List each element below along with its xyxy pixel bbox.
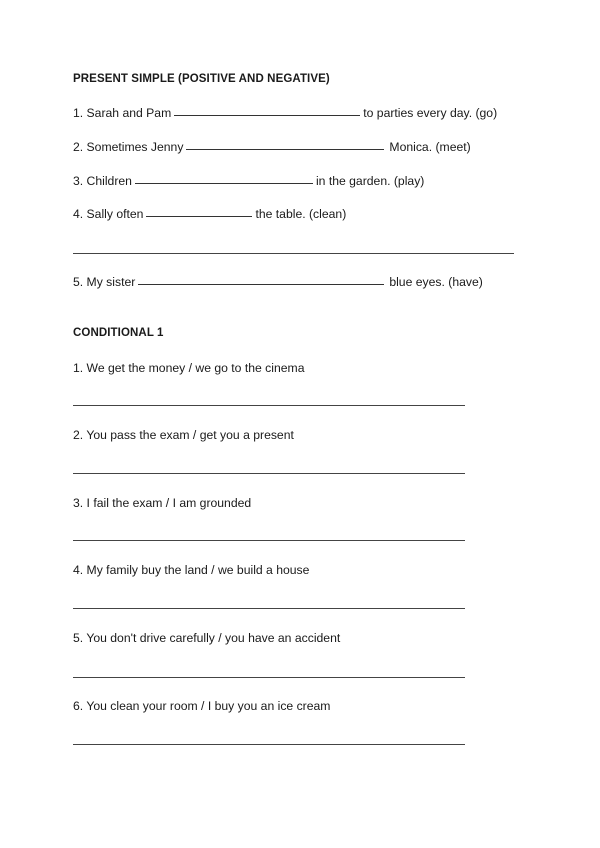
- item-text-after: the table. (clean): [255, 207, 347, 221]
- conditional-prompt-1: 1. We get the money / we go to the cinema: [73, 361, 305, 375]
- item-text-after: in the garden. (play): [315, 174, 425, 188]
- item-text-after: Monica. (meet): [389, 140, 471, 154]
- conditional-prompt-6: 6. You clean your room / I buy you an ice cream: [73, 699, 331, 713]
- item-text-before: 4. Sally often: [73, 207, 144, 221]
- answer-blank[interactable]: [146, 215, 252, 217]
- item-text-before: 3. Children: [73, 174, 132, 188]
- section-title-present-simple: PRESENT SIMPLE (POSITIVE AND NEGATIVE): [73, 73, 330, 85]
- exercise-item-4: [73, 207, 346, 221]
- answer-blank[interactable]: [135, 182, 313, 184]
- answer-blank[interactable]: [138, 283, 384, 285]
- answer-line[interactable]: [73, 677, 465, 678]
- answer-line[interactable]: [73, 253, 514, 254]
- conditional-prompt-2: 2. You pass the exam / get you a present: [73, 428, 294, 442]
- item-text-before: 1. Sarah and Pam: [73, 106, 172, 120]
- exercise-item-3: [73, 174, 424, 188]
- conditional-prompt-4: 4. My family buy the land / we build a house: [73, 563, 310, 577]
- answer-line[interactable]: [73, 540, 465, 541]
- item-text-before: 2. Sometimes Jenny: [73, 140, 184, 154]
- section-title-conditional: CONDITIONAL 1: [73, 327, 164, 339]
- answer-blank[interactable]: [186, 148, 384, 150]
- answer-line[interactable]: [73, 405, 465, 406]
- conditional-prompt-5: 5. You don't drive carefully / you have an accident: [73, 631, 341, 645]
- item-text-before: 5. My sister: [73, 275, 136, 289]
- exercise-item-2: [73, 140, 471, 154]
- exercise-item-5: [73, 275, 483, 289]
- exercise-item-1: [73, 106, 497, 120]
- item-text-after: to parties every day. (go): [363, 106, 498, 120]
- answer-line[interactable]: [73, 744, 465, 745]
- item-text-after: blue eyes. (have): [389, 275, 483, 289]
- answer-line[interactable]: [73, 473, 465, 474]
- answer-blank[interactable]: [174, 114, 360, 116]
- answer-line[interactable]: [73, 608, 465, 609]
- conditional-prompt-3: 3. I fail the exam / I am grounded: [73, 496, 252, 510]
